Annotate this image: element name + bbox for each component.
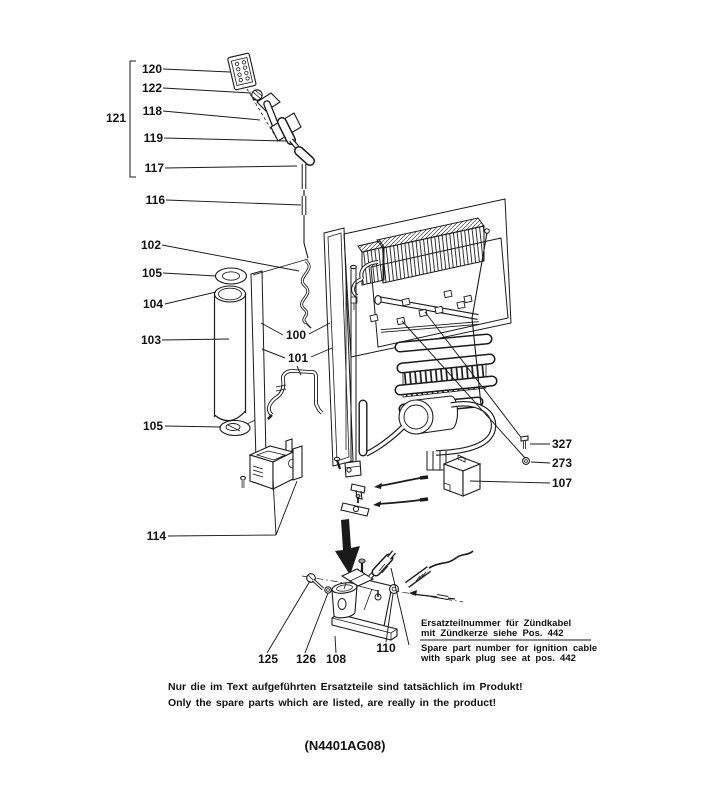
- part-114-gas-valve: [241, 439, 302, 489]
- part-label-114: 114: [146, 529, 166, 543]
- tube-body: [215, 294, 246, 421]
- bracket-121: [130, 61, 136, 177]
- electrode-needle: [409, 590, 455, 599]
- part-label-119: 119: [143, 131, 163, 145]
- part-125-screw: [307, 574, 323, 589]
- part-103-flue-tube-group: [215, 268, 256, 436]
- spreader-screw: [359, 559, 365, 572]
- part-label-273: 273: [552, 456, 573, 470]
- part-label-117: 117: [144, 161, 164, 175]
- footer-note-de: Nur die im Text aufgeführten Ersatzteile sind tatsächlich im Produkt!: [168, 681, 523, 693]
- part-label-100: 100: [285, 328, 307, 342]
- part-327-screw: [521, 436, 528, 449]
- part-label-125: 125: [257, 652, 279, 666]
- part-label-121: 121: [105, 111, 126, 125]
- thermocouple-arrow: [373, 499, 428, 507]
- part-label-110: 110: [376, 641, 396, 655]
- part-label-103: 103: [140, 333, 161, 347]
- part-label-126: 126: [295, 652, 317, 666]
- part-105-washer-top: [216, 268, 247, 284]
- boiler-vessel: [399, 396, 458, 434]
- ignition-note: [420, 618, 597, 664]
- part-126-washer: [325, 587, 331, 593]
- part-label-104: 104: [142, 297, 163, 311]
- part-labels: [106, 62, 572, 666]
- ignition-note-de-line1: Ersatzteilnummer für Zündkabel: [421, 618, 572, 629]
- cooling-unit: [344, 199, 511, 477]
- spark-plug: [370, 552, 394, 577]
- electrode-wire: [304, 215, 308, 258]
- diagram-code: (N4401AG08): [304, 738, 386, 753]
- part-label-102: 102: [140, 238, 161, 252]
- part-102-flue-baffle-spiral: [302, 261, 311, 328]
- part-120-plate: [227, 53, 256, 90]
- part-101-gas-tube: [268, 371, 322, 419]
- ignition-cable-arrow: [374, 477, 428, 489]
- flue-cover-panels: [251, 228, 353, 466]
- ignition-cable: [407, 551, 473, 585]
- part-label-116: 116: [145, 193, 165, 207]
- part-label-327: 327: [552, 437, 573, 451]
- footer-note-en: Only the spare parts which are listed, are really in the product!: [168, 697, 497, 709]
- assembly-direction-arrow-icon: [335, 519, 360, 575]
- part-label-120: 120: [141, 62, 162, 76]
- part-273-nut: [523, 458, 530, 465]
- part-label-105-top: 105: [141, 266, 162, 280]
- ignition-note-de-line2: mit Zündkerze siehe Pos. 442: [421, 628, 564, 639]
- part-label-118: 118: [142, 104, 162, 118]
- part-107-cover-box: [444, 455, 480, 496]
- part-label-107: 107: [552, 476, 573, 490]
- part-105-washer-bottom: [220, 420, 255, 436]
- part-label-122: 122: [141, 81, 162, 95]
- ignition-note-en-line1: Spare part number for ignition cable: [421, 643, 598, 654]
- part-label-101: 101: [287, 351, 309, 365]
- part-label-105-bottom: 105: [142, 419, 163, 433]
- ignition-note-en-line2: with spark plug see at pos. 442: [421, 653, 576, 664]
- condenser-fins: [358, 218, 484, 285]
- part-label-108: 108: [325, 652, 347, 666]
- group-121-ignition-assembly: [227, 53, 310, 258]
- part-117-sleeve: [299, 151, 310, 189]
